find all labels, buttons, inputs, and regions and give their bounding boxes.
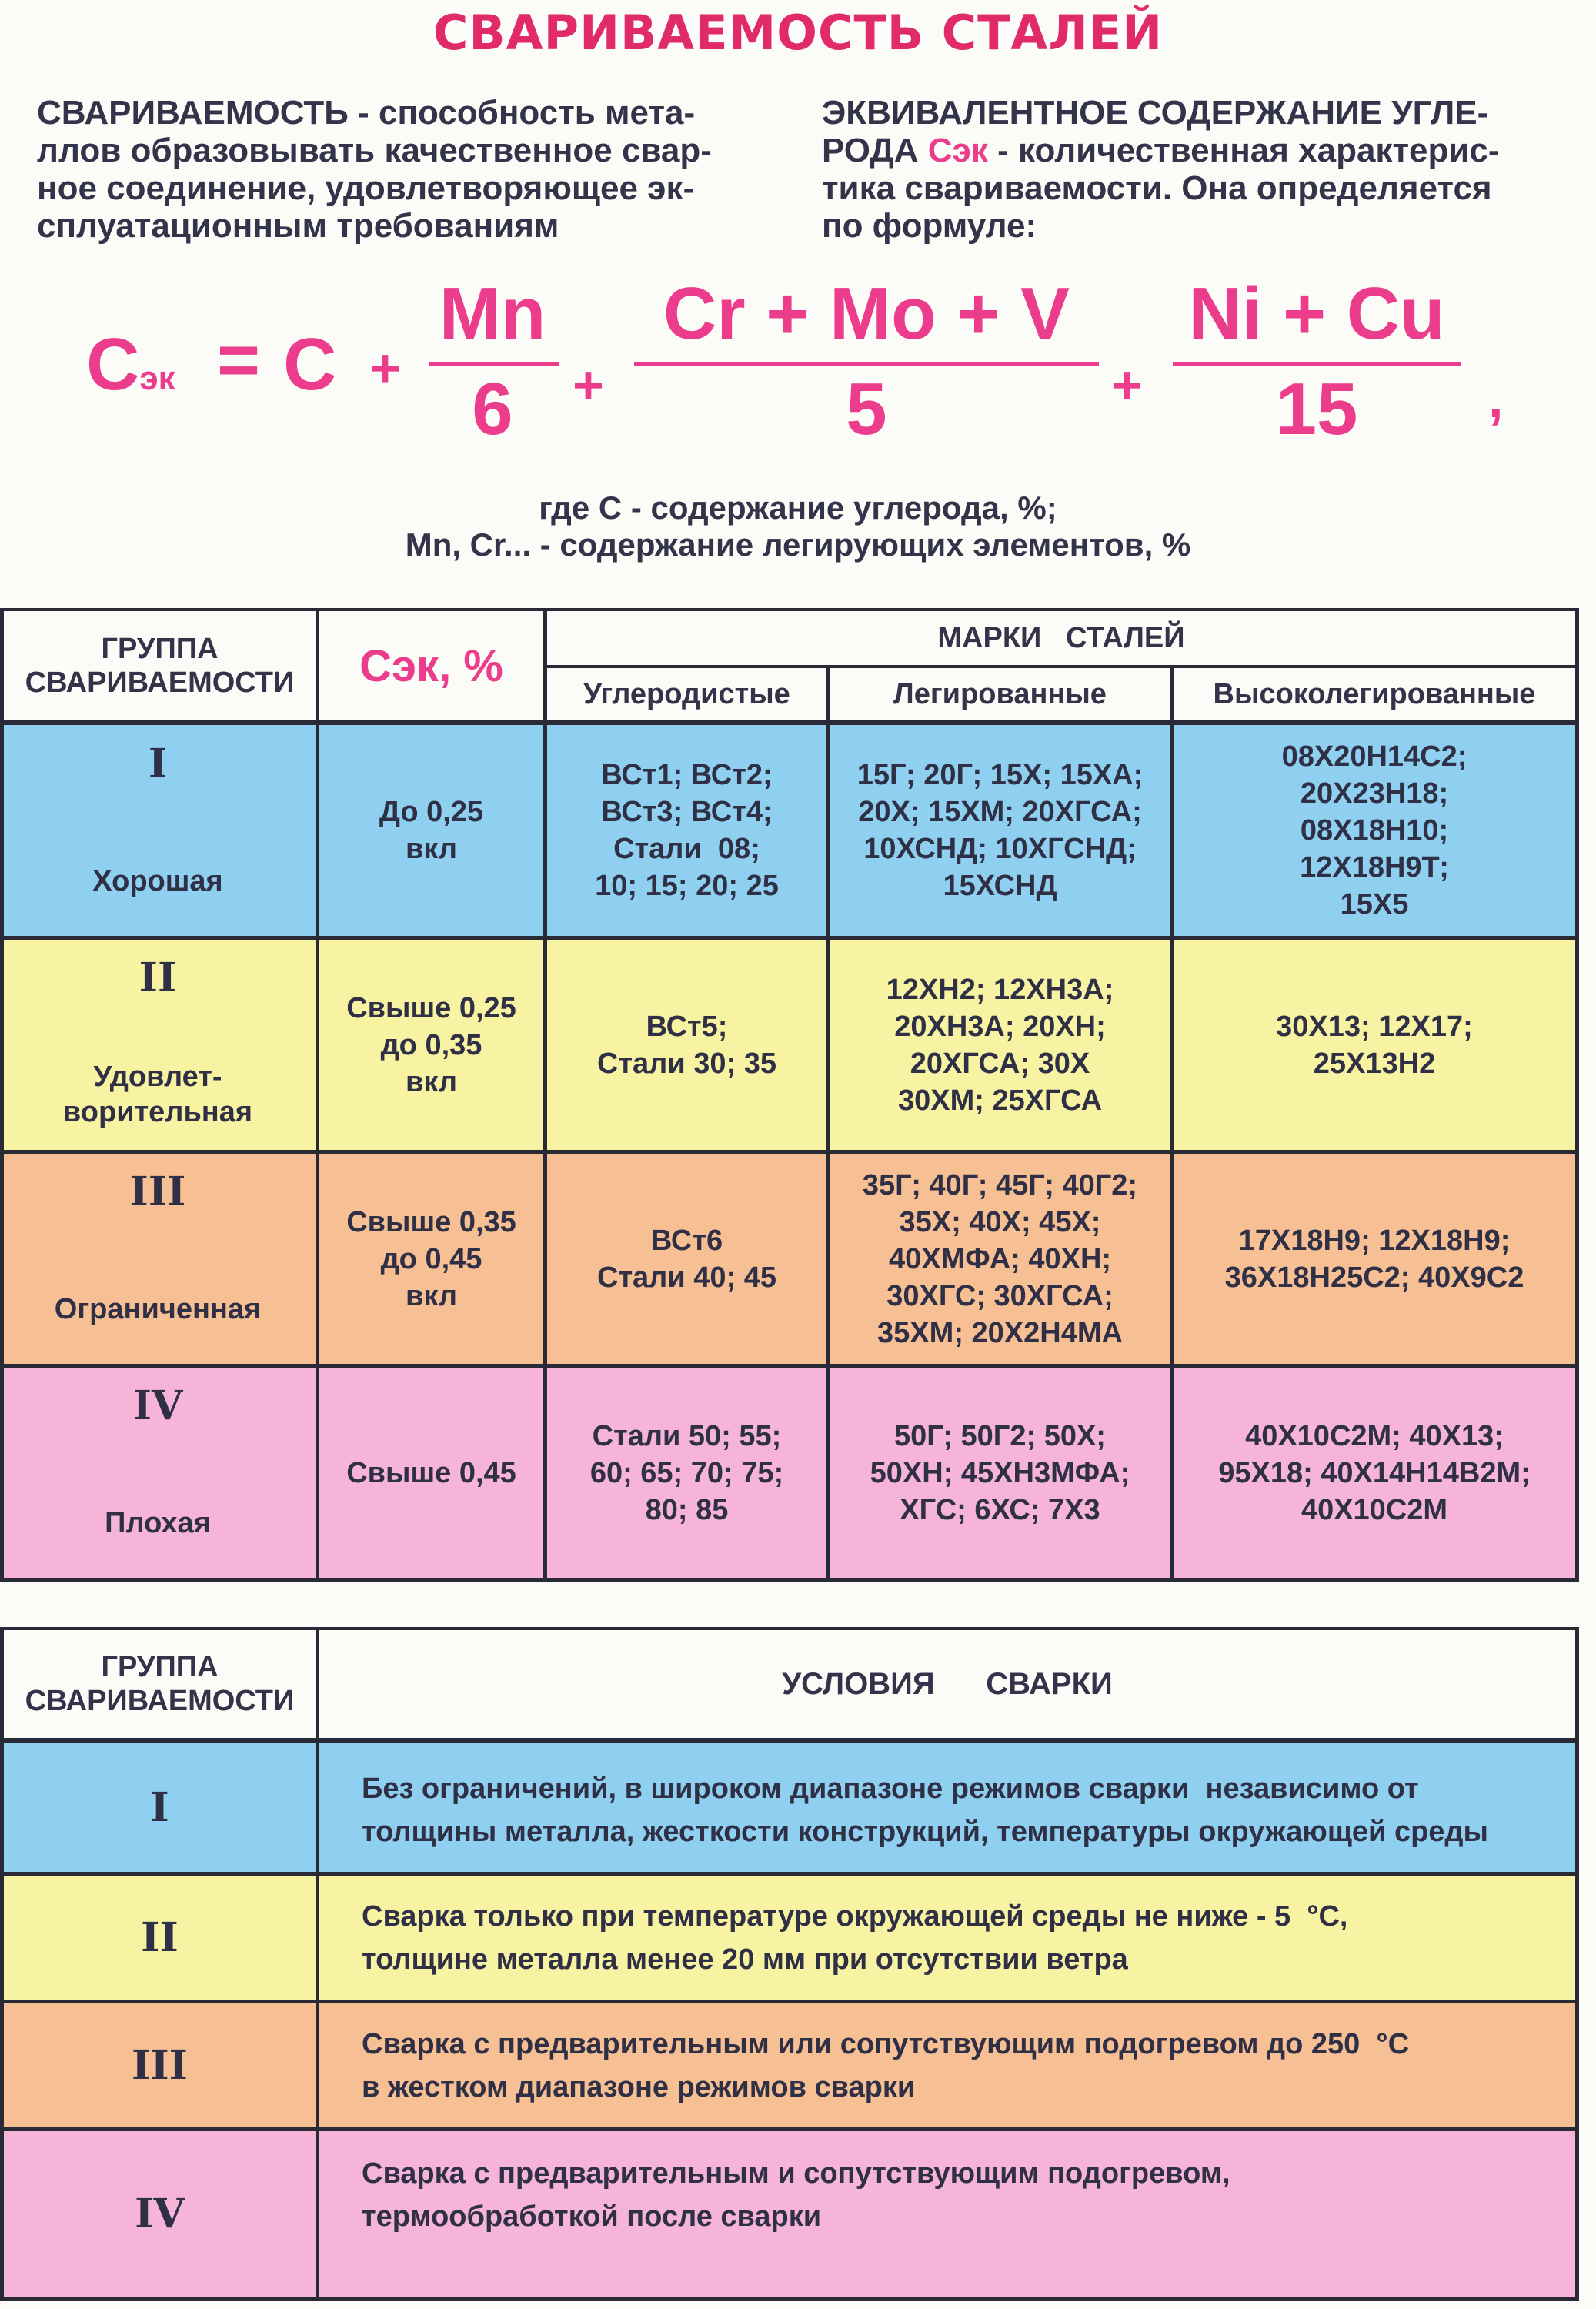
- carbon-grades: [547, 940, 826, 1150]
- quality-line: Ограниченная: [54, 1293, 262, 1325]
- grade-line: 35Г; 40Г; 45Г; 40Г2;: [862, 1168, 1138, 1201]
- group-number: III: [129, 1168, 186, 1215]
- intro-left-line: СВАРИВАЕМОСТЬ - способность мета-: [37, 94, 696, 132]
- grade-line: Стали 50; 55;: [592, 1419, 782, 1452]
- header-group: [4, 611, 316, 720]
- condition-text: [362, 2023, 1562, 2109]
- condition-text: [362, 1895, 1562, 1981]
- cek-line: До 0,25: [379, 796, 484, 828]
- fraction-2-bar: [634, 362, 1099, 366]
- alloy-grades: [830, 1368, 1170, 1578]
- grade-line: 60; 65; 70; 75;: [589, 1456, 784, 1489]
- group-number: IV: [132, 1382, 183, 1429]
- group-number: I: [150, 1783, 169, 1831]
- formula-lhs-sub: эк: [139, 359, 175, 397]
- group-number: II: [139, 954, 177, 1001]
- high-alloy-grades: [1174, 1154, 1575, 1364]
- table-border: [0, 1578, 1579, 1582]
- condition-text: [362, 2152, 1562, 2238]
- grade-line: 15ХСНД: [943, 870, 1057, 902]
- grade-line: Стали 30; 35: [597, 1047, 776, 1080]
- grade-line: 10; 15; 20; 25: [595, 870, 779, 902]
- welding-conditions-table: [0, 1627, 1596, 2304]
- intro-right-line: ЭКВИВАЛЕНТНОЕ СОДЕРЖАНИЕ УГЛЕ-: [822, 94, 1489, 132]
- quality-line: Удовлет-: [93, 1061, 222, 1093]
- intro-definition: [37, 94, 776, 245]
- grade-line: 35Х; 40Х; 45Х;: [899, 1205, 1101, 1238]
- grade-line: 40Х10С2М; 40Х13;: [1245, 1419, 1504, 1452]
- fraction-1-denominator: 6: [472, 368, 513, 450]
- quality-line: ворительная: [62, 1096, 253, 1128]
- intro-right-text: РОДА: [822, 132, 919, 169]
- grade-line: 15Г; 20Г; 15Х; 15ХА;: [856, 759, 1144, 791]
- intro-right-line: по формуле:: [822, 207, 1037, 245]
- header-group: [4, 1630, 316, 1738]
- group-number: I: [148, 740, 168, 787]
- intro-right-text: - количественная характерис-: [997, 132, 1500, 169]
- grade-line: 40ХМФА; 40ХН;: [888, 1242, 1112, 1275]
- header-group-line: ГРУППА: [101, 1651, 219, 1683]
- intro-left-line: сплуатационным требованиям: [37, 207, 559, 245]
- fraction-2-denominator: 5: [846, 368, 887, 450]
- grade-line: 80; 85: [645, 1493, 729, 1526]
- quality-line: Плохая: [105, 1507, 211, 1539]
- cek-line: вкл: [406, 833, 457, 865]
- cek-range: [319, 725, 543, 936]
- legend-line: где С - содержание углерода, %;: [539, 490, 1057, 526]
- condition-text: [362, 1767, 1562, 1853]
- cek-symbol: Сэк: [927, 132, 988, 169]
- high-alloy-grades: [1174, 1368, 1575, 1578]
- grade-line: 08Х20Н14С2;: [1281, 740, 1467, 773]
- alloy-grades: [830, 940, 1170, 1150]
- condition-line: толщине металла менее 20 мм при отсутствии ветра: [362, 1943, 1128, 1976]
- header-high-alloy-steels: Высоколегированные: [1213, 678, 1536, 710]
- formula-equals: =: [217, 319, 261, 401]
- cek-line: до 0,45: [380, 1242, 482, 1275]
- carbon-grades: [547, 725, 826, 936]
- grade-line: 35ХМ; 20Х2Н4МА: [877, 1316, 1123, 1349]
- alloy-grades: [830, 1154, 1170, 1364]
- page-title: СВАРИВАЕМОСТЬ СТАЛЕЙ: [432, 5, 1164, 61]
- group-number: II: [141, 1914, 179, 1961]
- cek-range: [319, 1368, 543, 1578]
- grade-line: 20Х23Н18;: [1300, 777, 1449, 810]
- grade-line: Стали 08;: [613, 833, 760, 865]
- formula-plus: +: [369, 338, 401, 398]
- group-quality: [0, 1292, 316, 1327]
- header-group-line: СВАРИВАЕМОСТИ: [25, 1685, 295, 1717]
- intro-left-line: ное соединение, удовлетворяющее эк-: [37, 169, 695, 207]
- grade-line: ВСт3; ВСт4;: [601, 796, 773, 828]
- grade-line: ХГС; 6ХС; 7Х3: [900, 1493, 1100, 1526]
- high-alloy-grades: [1174, 725, 1575, 936]
- formula-plus: +: [573, 355, 604, 415]
- header-welding-conditions: УСЛОВИЯ СВАРКИ: [782, 1667, 1113, 1701]
- fraction-1-bar: [429, 362, 559, 366]
- cek-line: Свыше 0,35: [346, 1205, 516, 1238]
- condition-line: в жестком диапазоне режимов сварки: [362, 2071, 916, 2103]
- carbon-grades: [547, 1368, 826, 1578]
- intro-equivalent: [822, 94, 1584, 245]
- group-quality: [0, 1059, 316, 1130]
- fraction-3-bar: [1173, 362, 1461, 366]
- intro-left-line: ллов образовывать качественное свар-: [37, 132, 712, 169]
- condition-line: толщины металла, жесткости конструкций, температуры окружающей среды: [362, 1816, 1489, 1848]
- intro-right-line: тика свариваемости. Она определяется: [822, 169, 1492, 207]
- header-group-line: СВАРИВАЕМОСТИ: [25, 667, 295, 699]
- fraction-3-denominator: 15: [1275, 368, 1358, 450]
- grade-line: 17Х18Н9; 12Х18Н9;: [1238, 1224, 1511, 1257]
- grade-line: 12ХН2; 12ХН3А;: [886, 973, 1114, 1006]
- fraction-1-numerator: Mn: [439, 272, 546, 355]
- formula-plus: +: [1111, 355, 1143, 415]
- fraction-3-numerator: Ni + Cu: [1188, 272, 1445, 355]
- header-cek: Сэк, %: [359, 640, 503, 691]
- alloy-grades: [830, 725, 1170, 936]
- high-alloy-grades: [1174, 940, 1575, 1150]
- cek-line: до 0,35: [380, 1028, 482, 1061]
- grade-line: 25Х13Н2: [1313, 1047, 1436, 1080]
- carbon-grades: [547, 1154, 826, 1364]
- header-alloy-steels: Легированные: [893, 678, 1107, 710]
- group-quality: [0, 1505, 316, 1541]
- grade-line: 08Х18Н10;: [1300, 814, 1449, 847]
- weldability-grades-table: [0, 608, 1596, 1593]
- formula-legend: [0, 490, 1596, 563]
- group-quality: [0, 864, 316, 899]
- grade-line: ВСт1; ВСт2;: [601, 759, 773, 791]
- group-number: III: [132, 2042, 188, 2089]
- grade-line: 20ХН3А; 20ХН;: [894, 1010, 1106, 1043]
- condition-line: термообработкой после сварки: [362, 2200, 822, 2233]
- cek-range: [319, 940, 543, 1150]
- table-border: [0, 2297, 1579, 2301]
- cek-line: вкл: [406, 1065, 457, 1098]
- header-group-line: ГРУППА: [101, 633, 219, 665]
- grade-line: ВСт6: [650, 1224, 723, 1257]
- quality-line: Хорошая: [92, 865, 223, 897]
- cek-line: вкл: [406, 1279, 457, 1312]
- grade-line: 40Х10С2М: [1301, 1493, 1448, 1526]
- grade-line: 20ХГСА; 30Х: [910, 1047, 1090, 1080]
- grade-line: 12Х18Н9Т;: [1300, 851, 1449, 884]
- carbon-equivalent-formula: [0, 272, 1596, 454]
- condition-line: Сварка с предварительным и сопутствующим подогревом,: [362, 2157, 1230, 2190]
- grade-line: Стали 40; 45: [597, 1261, 776, 1294]
- cek-line: Свыше 0,25: [346, 991, 516, 1024]
- grade-line: 50Г; 50Г2; 50Х;: [894, 1419, 1106, 1452]
- group-number: IV: [135, 2190, 185, 2237]
- grade-line: 20Х; 15ХМ; 20ХГСА;: [858, 796, 1142, 828]
- header-carbon-steels: Углеродистые: [583, 678, 790, 710]
- grade-line: ВСт5;: [646, 1010, 728, 1043]
- cek-line: Свыше 0,45: [346, 1456, 516, 1489]
- formula-lhs: [86, 323, 175, 416]
- grade-line: 30Х13; 12Х17;: [1276, 1010, 1473, 1043]
- intro-right-line: [822, 132, 1584, 169]
- formula-lhs-main: С: [86, 323, 140, 406]
- legend-line: Mn, Cr... - содержание легирующих элементов, %: [405, 526, 1191, 563]
- formula-c: С: [283, 323, 337, 406]
- fraction-2-numerator: Cr + Mo + V: [663, 272, 1070, 355]
- table-border: [1575, 608, 1579, 1582]
- cek-range: [319, 1154, 543, 1364]
- condition-line: Сварка только при температуре окружающей среды не ниже - 5 °С,: [362, 1900, 1348, 1933]
- condition-line: Без ограничений, в широком диапазоне режимов сварки независимо от: [362, 1773, 1419, 1805]
- grade-line: 36Х18Н25С2; 40Х9С2: [1224, 1261, 1524, 1294]
- table-border: [1575, 1627, 1579, 2301]
- grade-line: 10ХСНД; 10ХГСНД;: [863, 833, 1137, 865]
- grade-line: 95Х18; 40Х14Н14В2М;: [1218, 1456, 1531, 1489]
- condition-line: Сварка с предварительным или сопутствующим подогревом до 250 °С: [362, 2028, 1410, 2060]
- grade-line: 50ХН; 45ХН3МФА;: [870, 1456, 1130, 1489]
- grade-line: 15Х5: [1340, 888, 1409, 921]
- header-steel-grades: МАРКИ СТАЛЕЙ: [937, 622, 1185, 654]
- grade-line: 30ХМ; 25ХГСА: [897, 1084, 1103, 1117]
- grade-line: 30ХГС; 30ХГСА;: [886, 1279, 1114, 1312]
- formula-comma: ,: [1488, 369, 1504, 429]
